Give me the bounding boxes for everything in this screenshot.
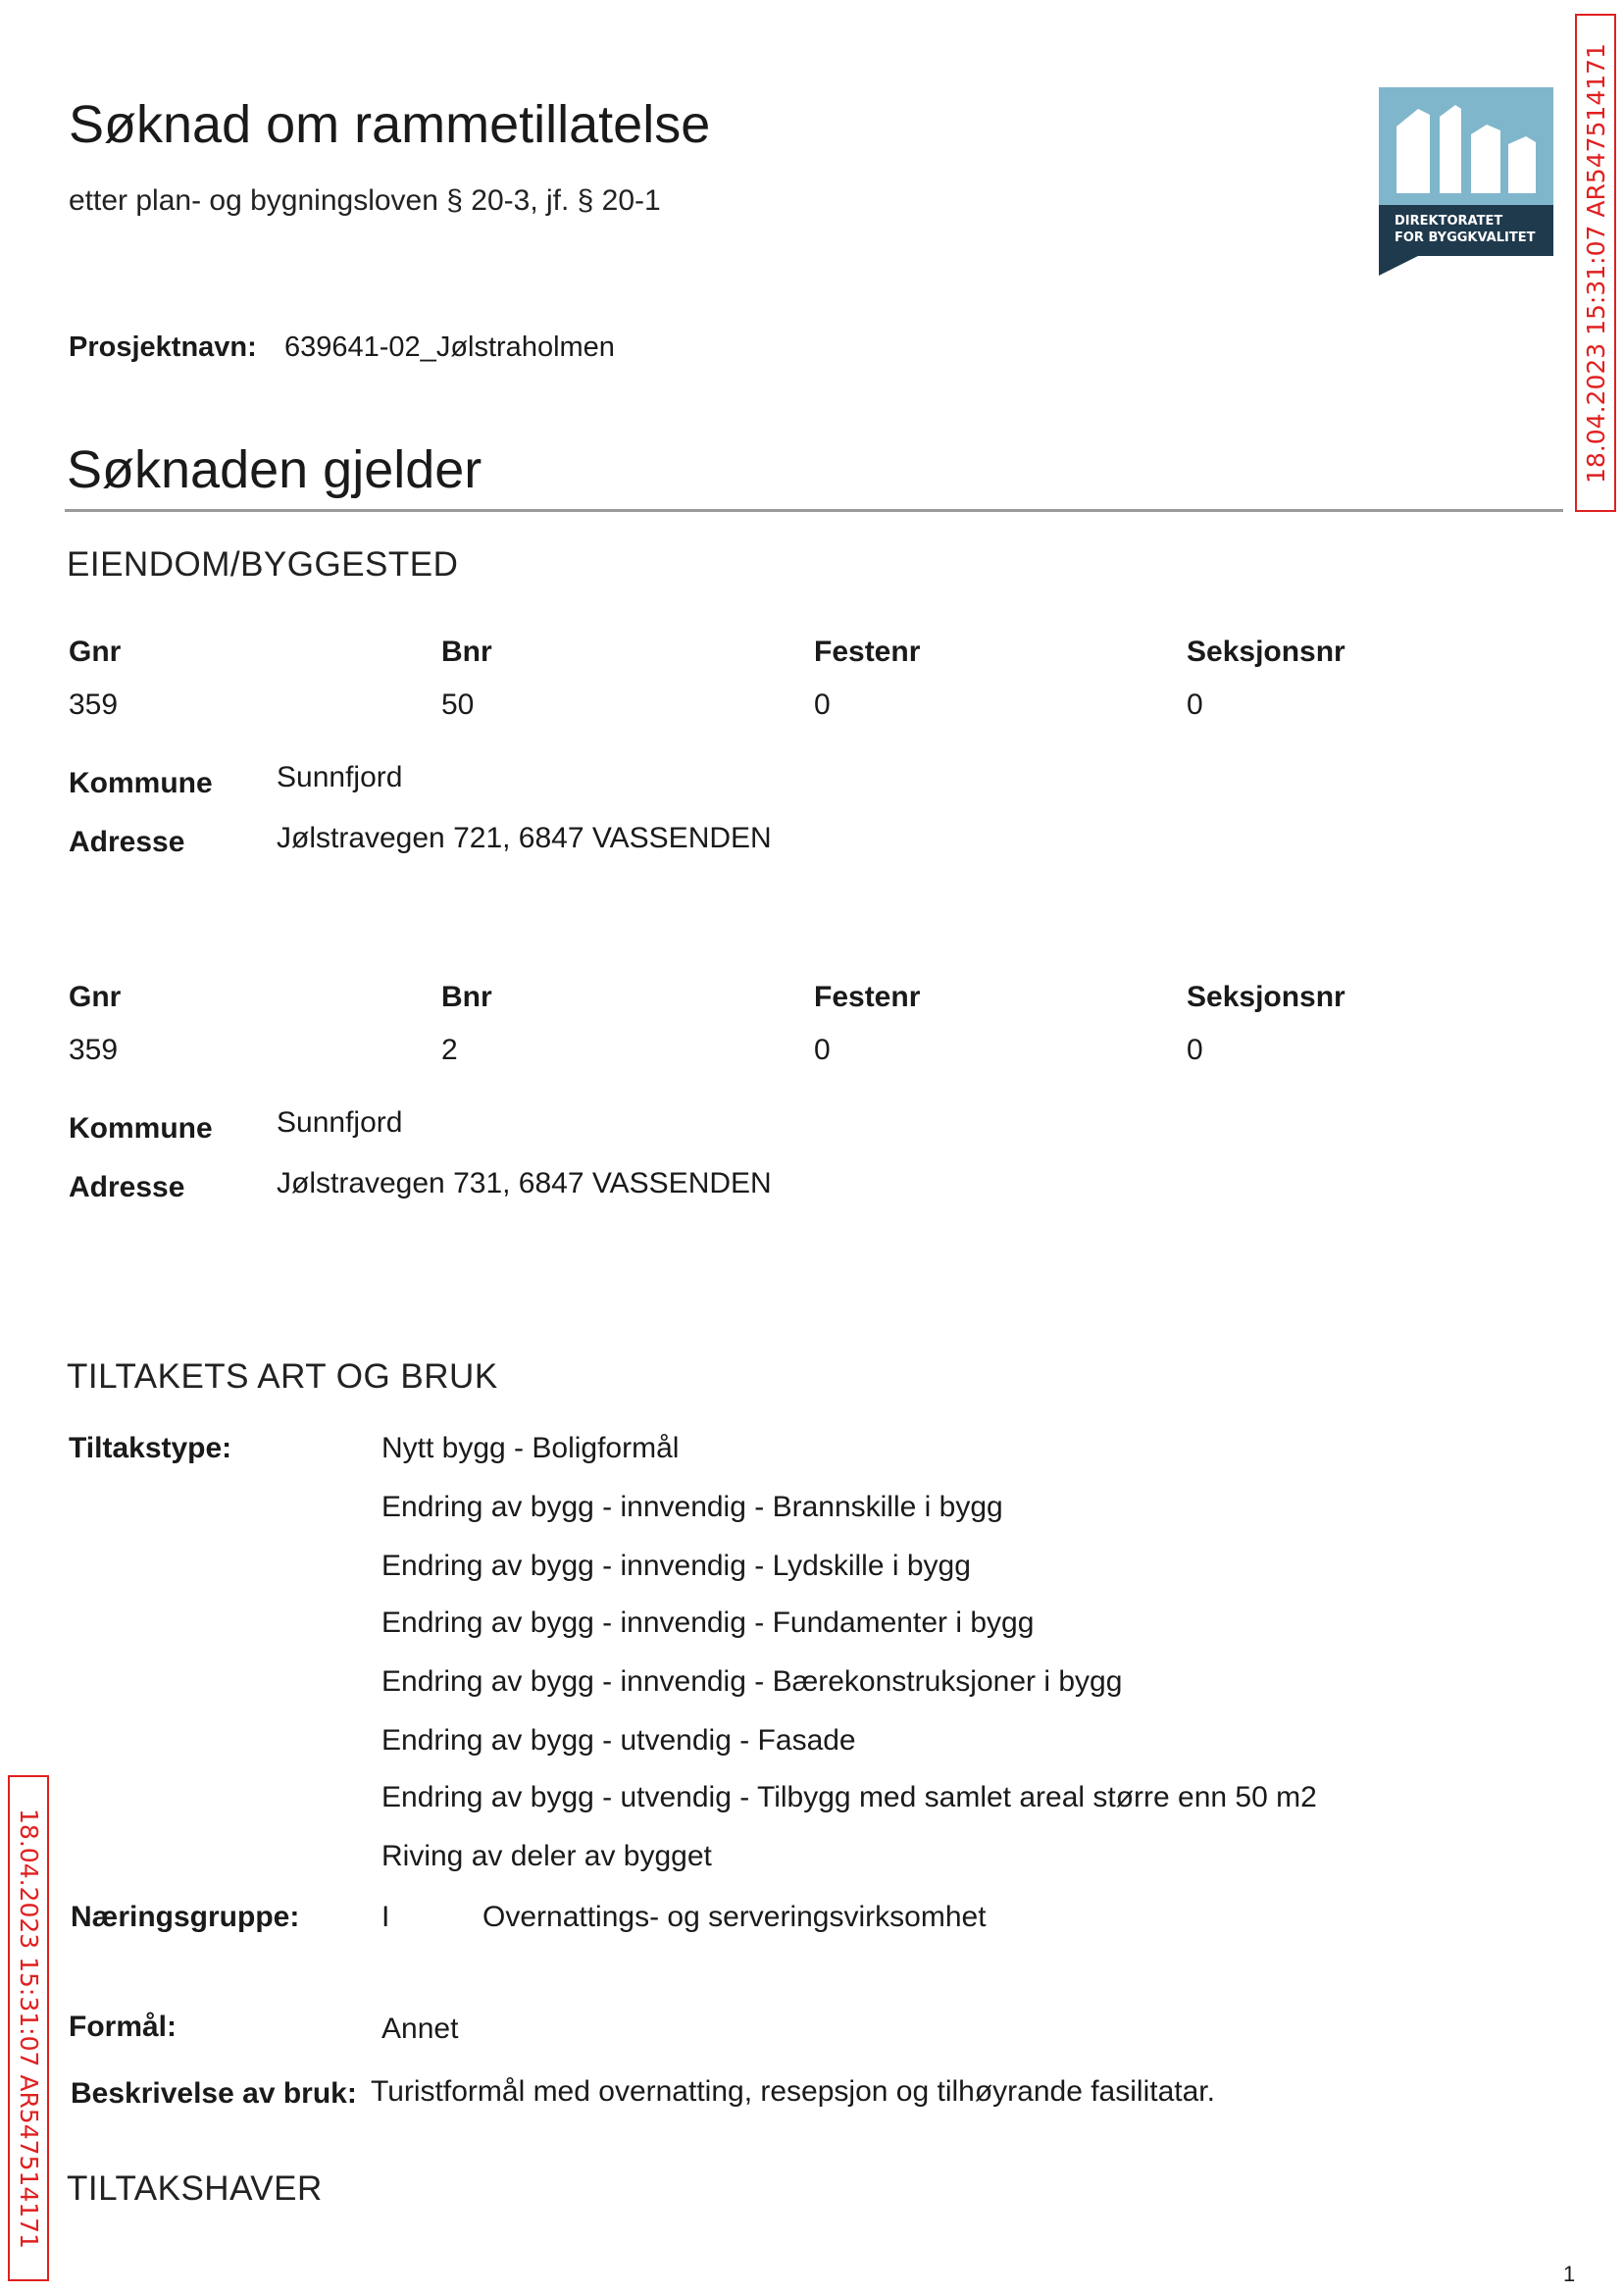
tiltakshaver-heading: TILTAKSHAVER (67, 2169, 323, 2208)
beskrivelse-label: Beskrivelse av bruk: (71, 2077, 357, 2110)
tiltakstype-item: Endring av bygg - innvendig - Brannskille i bygg (381, 1491, 1003, 1523)
property-2-seksjonsnr: 0 (1187, 1034, 1203, 1066)
formaal-value: Annet (381, 2013, 459, 2045)
col-header-bnr: Bnr (441, 636, 492, 668)
beskrivelse-value: Turistformål med overnatting, resepsjon og tilhøyrande fasilitatar. (371, 2075, 1215, 2108)
col-header-seksjonsnr: Seksjonsnr (1187, 981, 1345, 1013)
dibk-logo (1379, 87, 1553, 276)
tiltakstype-item: Endring av bygg - innvendig - Fundamenter i bygg (381, 1606, 1035, 1639)
formaal-label: Formål: (69, 2011, 178, 2043)
tiltakstype-item: Riving av deler av bygget (381, 1840, 712, 1872)
project-label: Prosjektnavn: (69, 331, 257, 363)
property-1-bnr: 50 (441, 688, 475, 721)
property-2-kommune: Sunnfjord (277, 1106, 403, 1139)
property-2-kommune-label: Kommune (69, 1112, 213, 1145)
property-1-kommune: Sunnfjord (277, 761, 403, 793)
section-title: Søknaden gjelder (67, 440, 482, 499)
property-2-festenr: 0 (814, 1034, 831, 1066)
property-1-kommune-label: Kommune (69, 767, 213, 799)
page-number: 1 (1563, 2262, 1576, 2286)
col-header-bnr: Bnr (441, 981, 492, 1013)
section-divider (65, 509, 1563, 512)
tiltak-heading: TILTAKETS ART OG BRUK (67, 1357, 498, 1396)
logo-text-line2: FOR BYGGKVALITET (1395, 230, 1536, 245)
property-1-seksjonsnr: 0 (1187, 688, 1203, 721)
property-2-bnr: 2 (441, 1034, 458, 1066)
naeringsgruppe-name: Overnattings- og serveringsvirksomhet (482, 1901, 987, 1933)
tiltakstype-item: Endring av bygg - innvendig - Lydskille i bygg (381, 1550, 971, 1582)
col-header-gnr: Gnr (69, 636, 122, 668)
tiltakstype-item: Endring av bygg - utvendig - Tilbygg med samlet areal større enn 50 m2 (381, 1781, 1317, 1813)
naeringsgruppe-label: Næringsgruppe: (71, 1901, 300, 1933)
property-1-gnr: 359 (69, 688, 119, 721)
property-1-adresse: Jølstravegen 721, 6847 VASSENDEN (277, 822, 772, 854)
col-header-seksjonsnr: Seksjonsnr (1187, 636, 1345, 668)
logo-text-line1: DIREKTORATET (1395, 214, 1503, 229)
property-2-adresse: Jølstravegen 731, 6847 VASSENDEN (277, 1167, 772, 1199)
property-1-adresse-label: Adresse (69, 826, 185, 858)
tiltakstype-item: Nytt bygg - Boligformål (381, 1432, 680, 1464)
col-header-festenr: Festenr (814, 981, 921, 1013)
timestamp-stamp-left: 18.04.2023 15:31:07 AR547514171 (8, 1775, 49, 2281)
project-value: 639641-02_Jølstraholmen (284, 331, 615, 363)
tiltakstype-label: Tiltakstype: (69, 1432, 232, 1464)
page-subtitle: etter plan- og bygningsloven § 20-3, jf. § 20-1 (69, 184, 661, 217)
property-2-adresse-label: Adresse (69, 1171, 185, 1203)
tiltakstype-item: Endring av bygg - utvendig - Fasade (381, 1724, 856, 1757)
tiltakstype-item: Endring av bygg - innvendig - Bærekonstruksjoner i bygg (381, 1665, 1123, 1698)
property-1-festenr: 0 (814, 688, 831, 721)
eiendom-heading: EIENDOM/BYGGESTED (67, 545, 459, 584)
timestamp-stamp-top-right: 18.04.2023 15:31:07 AR547514171 (1575, 14, 1616, 512)
col-header-festenr: Festenr (814, 636, 921, 668)
naeringsgruppe-code: I (381, 1901, 390, 1933)
property-2-gnr: 359 (69, 1034, 119, 1066)
page-title: Søknad om rammetillatelse (69, 95, 711, 154)
col-header-gnr: Gnr (69, 981, 122, 1013)
